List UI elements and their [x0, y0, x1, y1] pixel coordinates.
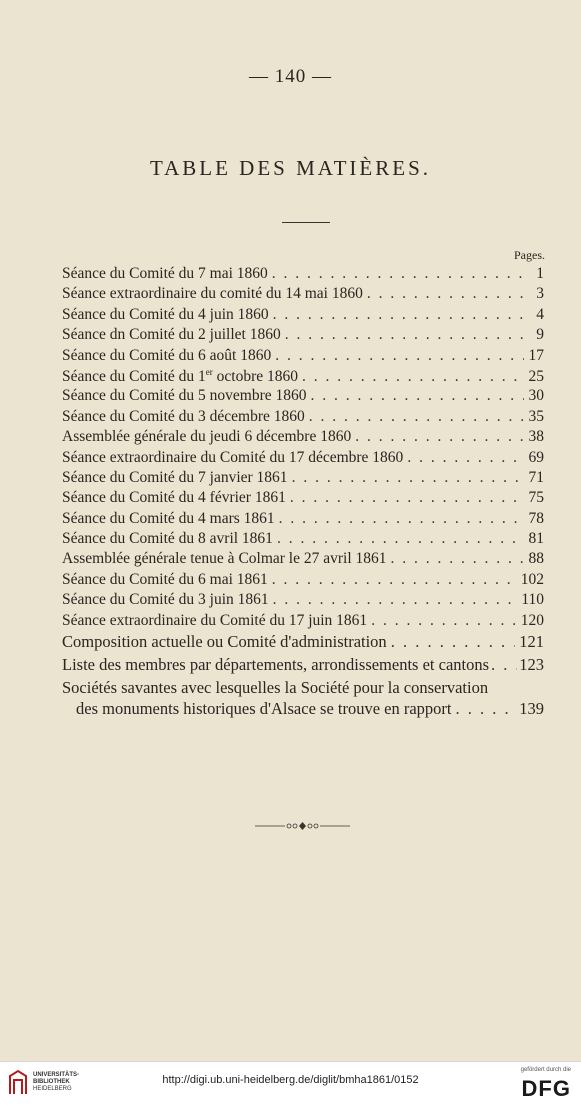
toc-entry-line1: Sociétés savantes avec lesquelles la Société pour la conservation — [62, 678, 489, 698]
toc-entry-line2: des monuments historiques d'Alsace se trouve en rapport . . . 139 — [62, 699, 544, 721]
toc-entry: Séance du Comité du 4 mars 1861 . . . 78 — [62, 510, 544, 530]
toc-entry: Assemblée générale tenue à Colmar le 27 avril 1861 . . . 88 — [62, 550, 544, 570]
toc-entry: Séance du Comité du 3 juin 1861 . . . 110 — [62, 591, 544, 611]
toc-entry: Séance du Comité du 4 février 1861 . . . 75 — [62, 489, 544, 509]
table-of-contents — [62, 265, 544, 721]
toc-entry: Séance extraordinaire du comité du 14 mai 1860 . . . 3 — [62, 285, 544, 305]
page-title: TABLE DES MATIÈRES. — [149, 156, 432, 180]
toc-entry: Séance du Comité du 6 août 1860 . . . 17 — [62, 347, 544, 367]
toc-entry: Séance du Comité du 4 juin 1860 . . . 4 — [62, 306, 544, 326]
toc-entry: Composition actuelle ou Comité d'administration . . . 121 — [62, 632, 544, 655]
dfg-logo: DFG — [521, 1076, 571, 1101]
library-name: UNIVERSITÄTS- BIBLIOTHEK HEIDELBERG — [33, 1072, 80, 1092]
pages-column-label: Pages. — [514, 248, 545, 262]
toc-entry: Liste des membres par départements, arrondissements et cantons . . . 123 — [62, 655, 544, 678]
toc-entry: Séance du Comité du 8 avril 1861 . . . 81 — [62, 530, 544, 550]
toc-entry: Séance extraordinaire du Comité du 17 décembre 1860 . . . 69 — [62, 449, 544, 469]
sponsor-note: gefördert durch die — [520, 1067, 571, 1073]
title-divider — [282, 222, 330, 223]
toc-entry: Assemblée générale du jeudi 6 décembre 1860 . . . 38 — [62, 428, 544, 448]
toc-entry: Séance dn Comité du 2 juillet 1860 . . . 9 — [62, 326, 544, 346]
footer-bar — [0, 1061, 581, 1106]
toc-entry: Séance du Comité du 7 janvier 1861 . . . 71 — [62, 469, 544, 489]
ornament-divider — [255, 820, 350, 832]
page-number: — 140 — — [249, 66, 332, 87]
source-url-link[interactable]: http://digi.ub.uni-heidelberg.de/diglit/bmha1861/0152 — [162, 1074, 419, 1086]
toc-entry: Séance du Comité du 5 novembre 1860 . . . 30 — [62, 387, 544, 407]
toc-entry: Séance extraordinaire du Comité du 17 juin 1861 . . . 120 — [62, 612, 544, 632]
toc-entry: Séance du Comité du 3 décembre 1860 . . . 35 — [62, 408, 544, 428]
toc-entry: Séance du Comité du 1er octobre 1860 . . . 25 — [62, 367, 544, 387]
toc-entry: Séance du Comité du 7 mai 1860 . . . 1 — [62, 265, 544, 285]
toc-entry: Séance du Comité du 6 mai 1861 . . . 102 — [62, 571, 544, 591]
